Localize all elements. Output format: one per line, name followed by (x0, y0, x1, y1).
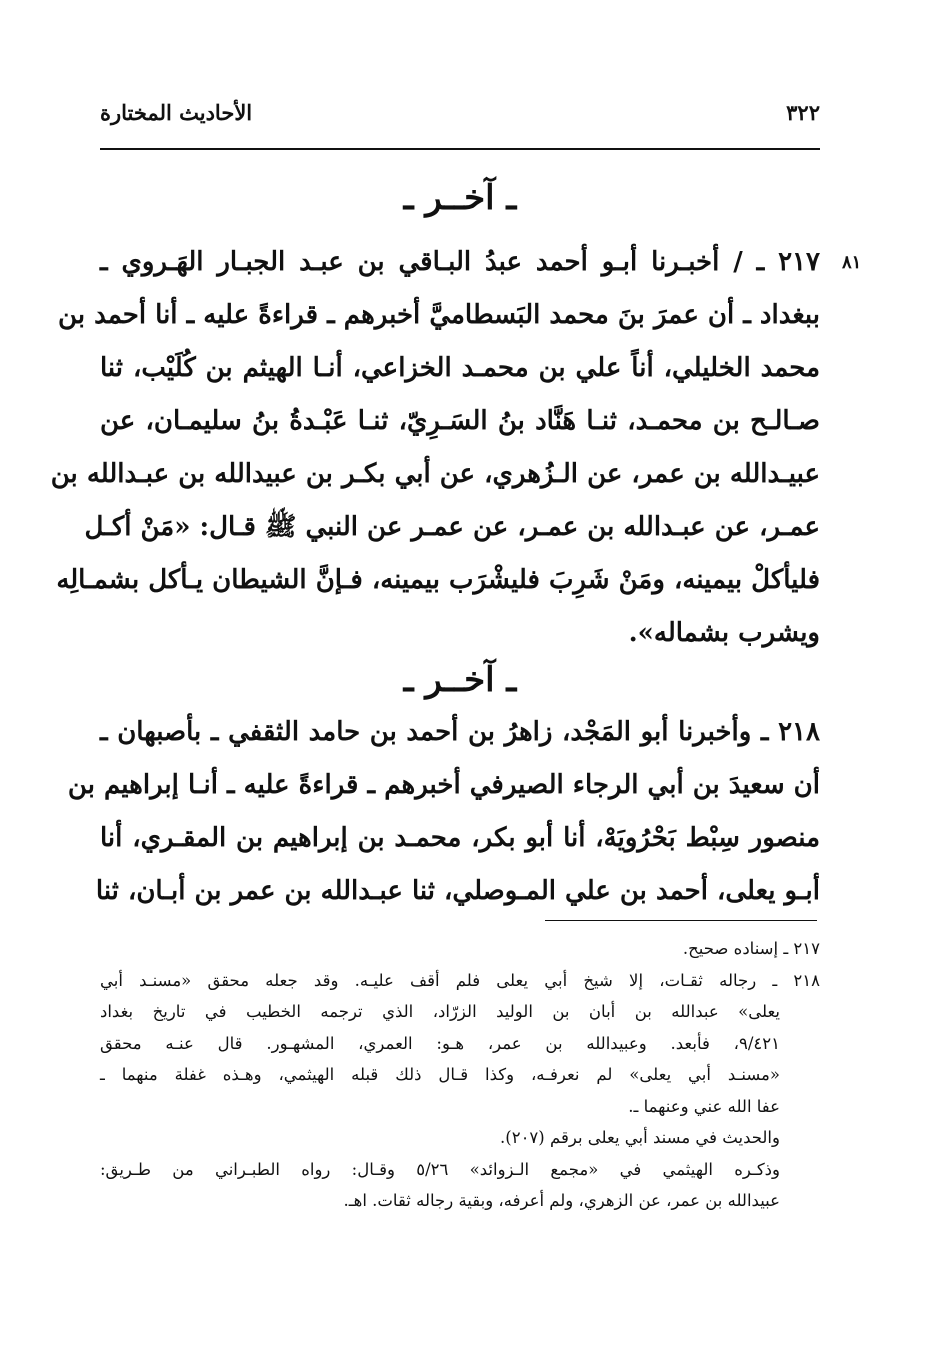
running-header (100, 92, 820, 132)
text-line: ٢١٧ ـ / أخبـرنا أبـو أحمد عبدُ البـاقي بن عبـد الجبـار الهَـروي ـ (100, 247, 820, 277)
text-line: منصور سِبْط بَحْرُويَهْ، أنا أبو بكر، محمـد بن إبراهيم بن المقـري، أنا (100, 823, 820, 853)
text-line: أبـو يعلى، أحمد بن علي المـوصلي، ثنا عبـدالله بن عمر بن أبـان، ثنا (95, 876, 820, 906)
section-title: ـ آخــر ـ (403, 660, 517, 700)
footnote-line: عبيدالله بن عمر، عن الزهري، ولم أعرفه، وبقية رجاله ثقات. اهـ. (343, 1191, 780, 1210)
footnotes (100, 933, 820, 1217)
hadith-217 (50, 236, 820, 660)
footnote-line: وذكـره الهيثمي في «مجمع الـزوائد» ٥/٢٦ وقـال: رواه الطبـراني من طـريق: (100, 1159, 780, 1179)
footnote-line: ٩/٤٢١، فأبعد. وعبيدالله بن عمر، هـو: العمري، المشهـور. قال عنـه محقق (100, 1033, 780, 1053)
text-line: عمـر، عن عبـدالله بن عمـر، عن عمـر عن النبي ﷺ قـال: «مَنْ أكـل (84, 512, 820, 542)
footnote-line: يعلى» عبدالله بن أبان بن الوليد الزرّاد، الذي ترجمه الخطيب في تاريخ بغداد (100, 1002, 780, 1021)
text-line: فليأكلْ بيمينه، ومَنْ شَرِبَ فليشْرَب بيمينه، فـإنَّ الشيطان يـأكل بشمـالِه (56, 565, 820, 595)
footnote-line: عفا الله عني وعنهما ـ. (628, 1096, 780, 1116)
text-line: صـالـح بن محمـد، ثنـا هَنَّاد بنُ السَـرِيّ، ثنـا عَبْـدةُ بنُ سليمـان، عن (100, 406, 820, 436)
page-number: ٣٢٢ (786, 99, 820, 125)
text-line: ويشرب بشماله». (628, 618, 820, 648)
header-rule (100, 148, 820, 150)
footnote-line: والحديث في مسند أبي يعلى برقم (٢٠٧). (500, 1128, 780, 1147)
margin-manuscript-number: ٨١ (842, 252, 862, 273)
book-title: الأحاديث المختارة (100, 99, 253, 125)
footnote-line: ٢١٨ ـ رجاله ثقـات، إلا شيخ أبي يعلى فلم أقف عليـه. وقد جعله محقق «مسنـد أبي (100, 970, 820, 990)
text-line: أن سعيدَ بن أبي الرجاء الصيرفي أخبرهم ـ قراءةً عليه ـ أنـا إبراهيم بن (67, 770, 820, 800)
footnote-rule (545, 920, 817, 921)
section-title: ـ آخــر ـ (403, 178, 517, 218)
text-line: عبيـدالله بن عمر، عن الـزُهري، عن أبي بكـر بن عبيدالله بن عبـدالله بن (50, 459, 820, 489)
hadith-218 (67, 706, 820, 918)
text-line: ٢١٨ ـ وأخبرنا أبو المَجْد، زاهرُ بن أحمد بن حامد الثقفي ـ بأصبهان ـ (100, 717, 820, 747)
footnote-line: «مسنـد أبي يعلى» لم نعرفـه، وكذا قـال ذلك قبله الهيثمي، وهـذه غفلة منهما ـ (100, 1065, 780, 1084)
text-line: محمد الخليلي، أناً علي بن محمـد الخزاعي، أنـا الهيثم بن كُلَيْب، ثنا (100, 353, 820, 383)
text-line: ببغداد ـ أن عمرَ بنَ محمد البَسطاميَّ أخبرهم ـ قراءةً عليه ـ أنا أحمد بن (58, 300, 820, 330)
footnote-line: ٢١٧ ـ إسناده صحيح. (682, 939, 820, 958)
